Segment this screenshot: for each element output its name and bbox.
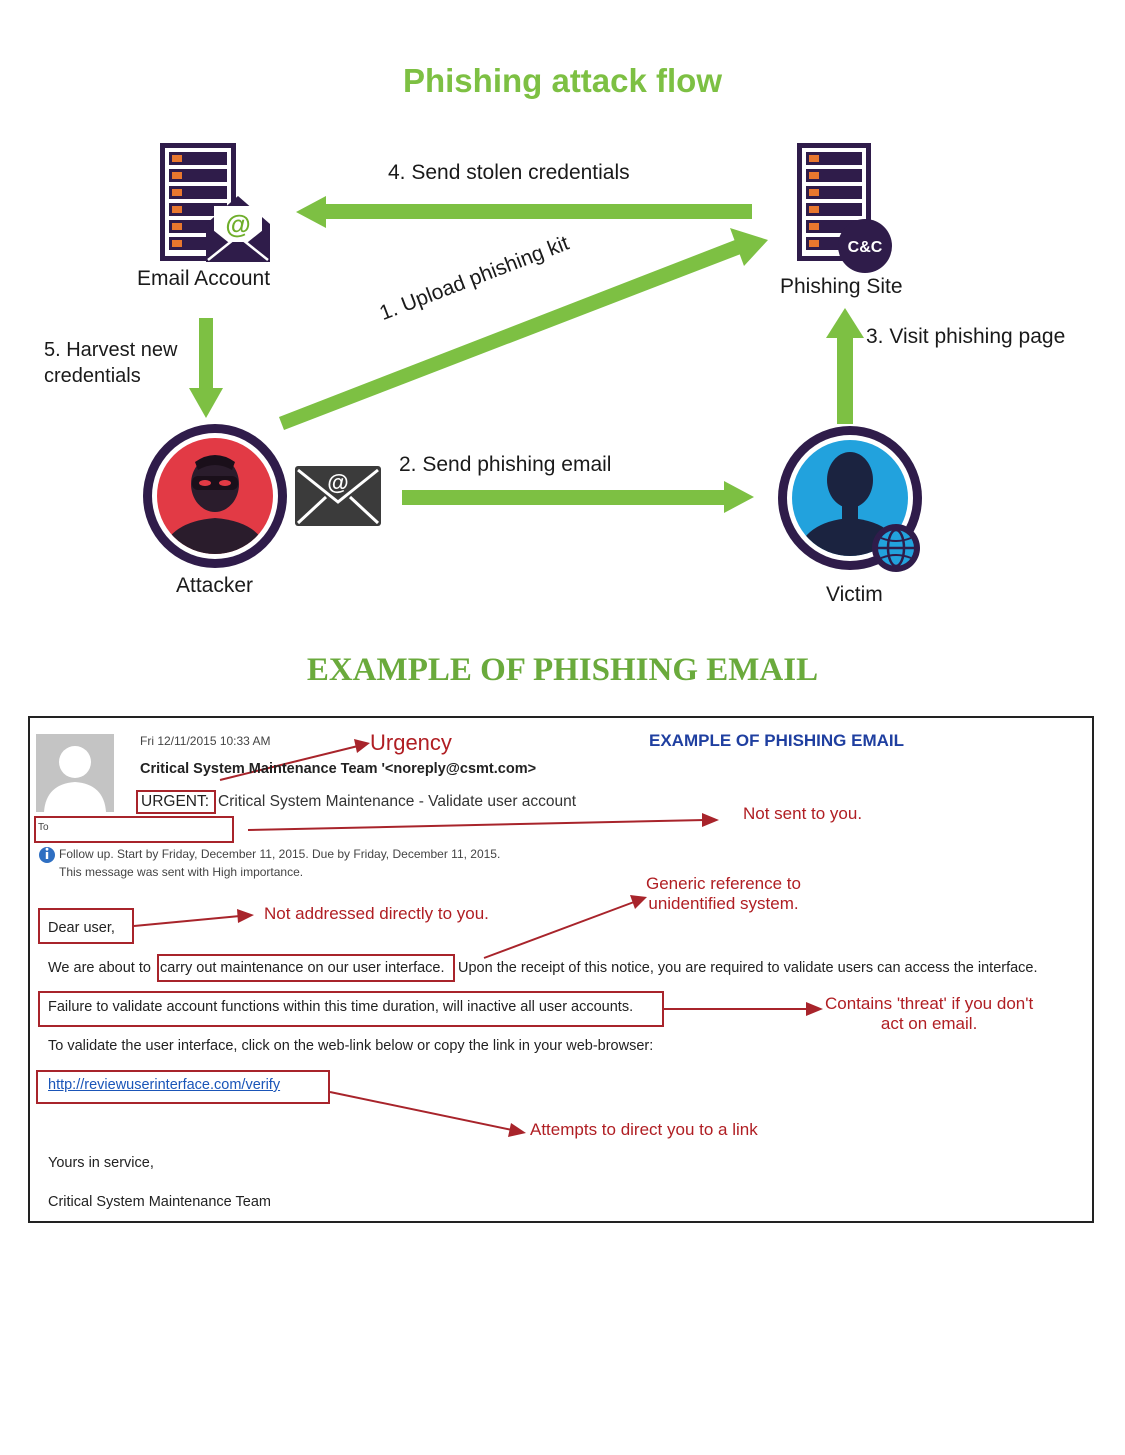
annotation-not-addressed: Not addressed directly to you. <box>264 904 489 923</box>
svg-text:@: @ <box>225 209 251 239</box>
closing-text: Yours in service, <box>48 1155 154 1171</box>
annotation-threat-line2: act on email. <box>880 1014 978 1033</box>
not-sent-arrow <box>248 820 705 830</box>
paragraph1-boxed: carry out maintenance on our user interface. <box>160 960 445 976</box>
attacker-avatar-icon <box>143 424 287 568</box>
generic-ref-arrow <box>484 902 634 958</box>
step3-label: 3. Visit phishing page <box>866 325 1066 348</box>
verify-link-text[interactable]: http://reviewuserinterface.com/verify <box>48 1077 281 1093</box>
arrow-send-stolen-credentials <box>296 196 752 228</box>
email-header-label: EXAMPLE OF PHISHING EMAIL <box>649 731 905 750</box>
annotation-generic-ref <box>646 874 801 914</box>
annotation-not-sent: Not sent to you. <box>743 804 863 823</box>
victim-label: Victim <box>826 583 883 606</box>
annotation-generic-ref-line1: Generic reference to <box>646 874 801 893</box>
annotation-urgency: Urgency <box>370 730 452 755</box>
step5-label-line1: 5. Harvest new <box>44 339 178 361</box>
link-arrow <box>330 1092 512 1130</box>
step5-label-line2: credentials <box>44 365 141 387</box>
paragraph2: Failure to validate account functions within this time duration, will inactive all user accounts. <box>48 999 634 1015</box>
subject-text: Critical System Maintenance - Validate user account <box>218 793 577 810</box>
cc-badge-label: C&C <box>847 239 883 256</box>
svg-text:@: @ <box>327 470 349 495</box>
signature-text: Critical System Maintenance Team <box>48 1194 271 1210</box>
annotation-generic-ref-line2: unidentified system. <box>648 894 799 913</box>
annotation-threat-line1: Contains 'threat' if you don't <box>825 994 1034 1013</box>
step2-label: 2. Send phishing email <box>399 453 612 476</box>
sender-avatar-icon <box>36 734 114 812</box>
globe-icon <box>872 524 920 572</box>
arrow-visit-phishing-page <box>826 308 864 424</box>
flow-title: Phishing attack flow <box>402 62 723 99</box>
info-icon <box>39 847 55 863</box>
importance-text: This message was sent with High importance. <box>59 865 304 879</box>
phishing-email-envelope-icon <box>295 466 381 526</box>
paragraph3: To validate the user interface, click on the web-link below or copy the link in your web-browser: <box>48 1038 654 1054</box>
attacker-label: Attacker <box>176 574 254 597</box>
paragraph1-end: Upon the receipt of this notice, you are required to validate users can access the interface. <box>458 960 1038 976</box>
arrow-send-phishing-email <box>402 481 754 513</box>
to-field-box <box>34 816 234 843</box>
not-addressed-arrow <box>134 916 240 926</box>
step1-label: 1. Upload phishing kit <box>376 231 573 326</box>
paragraph1-start: We are about to <box>48 960 151 976</box>
arrow-harvest-credentials <box>189 318 223 418</box>
followup-text: Follow up. Start by Friday, December 11, 2015. Due by Friday, December 11, 2015. <box>59 847 501 861</box>
email-sender: Critical System Maintenance Team '<noreply@csmt.com> <box>140 761 537 777</box>
email-date: Fri 12/11/2015 10:33 AM <box>140 734 271 748</box>
annotation-link: Attempts to direct you to a link <box>530 1120 758 1139</box>
email-account-label: Email Account <box>137 267 271 290</box>
phishing-site-label: Phishing Site <box>780 275 903 298</box>
verify-link[interactable] <box>48 1077 280 1093</box>
cc-badge-icon <box>838 219 892 273</box>
step5-label <box>44 337 177 389</box>
greeting-text: Dear user, <box>48 920 115 936</box>
subject-tag: URGENT: <box>141 793 210 810</box>
example-title: EXAMPLE OF PHISHING EMAIL <box>306 652 819 688</box>
email-example-panel <box>28 716 1094 1223</box>
step4-label: 4. Send stolen credentials <box>388 161 630 184</box>
annotation-threat <box>825 994 1033 1034</box>
to-field-label: To <box>38 822 49 833</box>
